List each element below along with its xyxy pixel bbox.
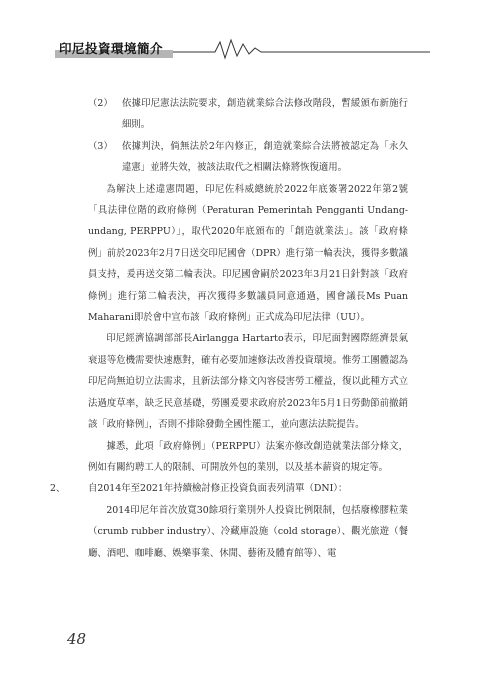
body-paragraph: 2014印尼年首次放寬30餘項行業別外人投資比例限制，包括廢橡膠粒業（crumb rubber industry）、冷藏庫設施（cold storage）、觀光旅遊（餐廳、酒吧、咖啡廳、娛樂事業、休閒、藝術及體育館等）、電	[88, 504, 408, 559]
list-item-text: 依據判決，倘無法於2年內修正，創造就業綜合法將被認定為「永久違憲」並將失效，被該法取代之相關法條將恢復適用。	[122, 140, 408, 174]
section-number: 2、	[50, 483, 66, 495]
page-number: 48	[67, 630, 87, 648]
header-title: 印尼投資環境簡介	[59, 41, 164, 56]
list-item-2	[88, 93, 408, 136]
section-heading-text: 自2014年至2021年持續檢討修正投資負面表列清單（DNI）：	[88, 483, 348, 495]
page-body	[50, 93, 408, 564]
list-item-3	[88, 136, 408, 179]
running-header	[55, 36, 430, 60]
list-item-number: （3）	[88, 140, 113, 152]
section-item-2	[50, 478, 408, 499]
body-paragraph: 為解決上述違憲問題，印尼佐科威總統於2022年底簽署2022年第2號「具法律位階的政府條例（Peraturan Pemerintah Pengganti Undang-undang, PERPPU）」，取代2020年底頒布的「創造就業法」。該「政府條例」前於2023年2月7日送交印尼國會（DPR）進行第一輪表決，獲得多數議員支持，爰再送交第二輪表決。印尼國會嗣於2023年3月21日針對該「政府條例」進行第二輪表決，再次獲得多數議員同意通過，國會議長Ms Puan Maharani即於會中宣布該「政府條例」正式成為印尼法律（UU）。	[88, 183, 408, 324]
list-item-number: （2）	[88, 98, 113, 109]
header-pulse-line	[55, 36, 430, 60]
list-item-text: 依據印尼憲法法院要求，創造就業綜合法修改階段，暫緩頒布新施行細則。	[122, 98, 408, 131]
body-paragraph: 印尼經濟協調部部長Airlangga Hartarto表示，印尼面對國際經濟景氣衰退等危機需要快速應對，確有必要加速修法改善投資環境。惟勞工團體認為印尼尚無迫切立法需求，且新法部分條文內容侵害勞工權益，復以此種方式立法過度草率，缺乏民意基礎，勞團爰要求政府於2023年5月1日勞動節前撤銷該「政府條例」，否則不排除發動全國性罷工，並向憲法法院提告。	[88, 333, 408, 431]
body-paragraph: 據悉，此項「政府條例」（PERPPU）法案亦修改創造就業法部分條文，例如有關約聘工人的限制、可開放外包的業別，以及基本薪資的規定等。	[88, 440, 408, 473]
